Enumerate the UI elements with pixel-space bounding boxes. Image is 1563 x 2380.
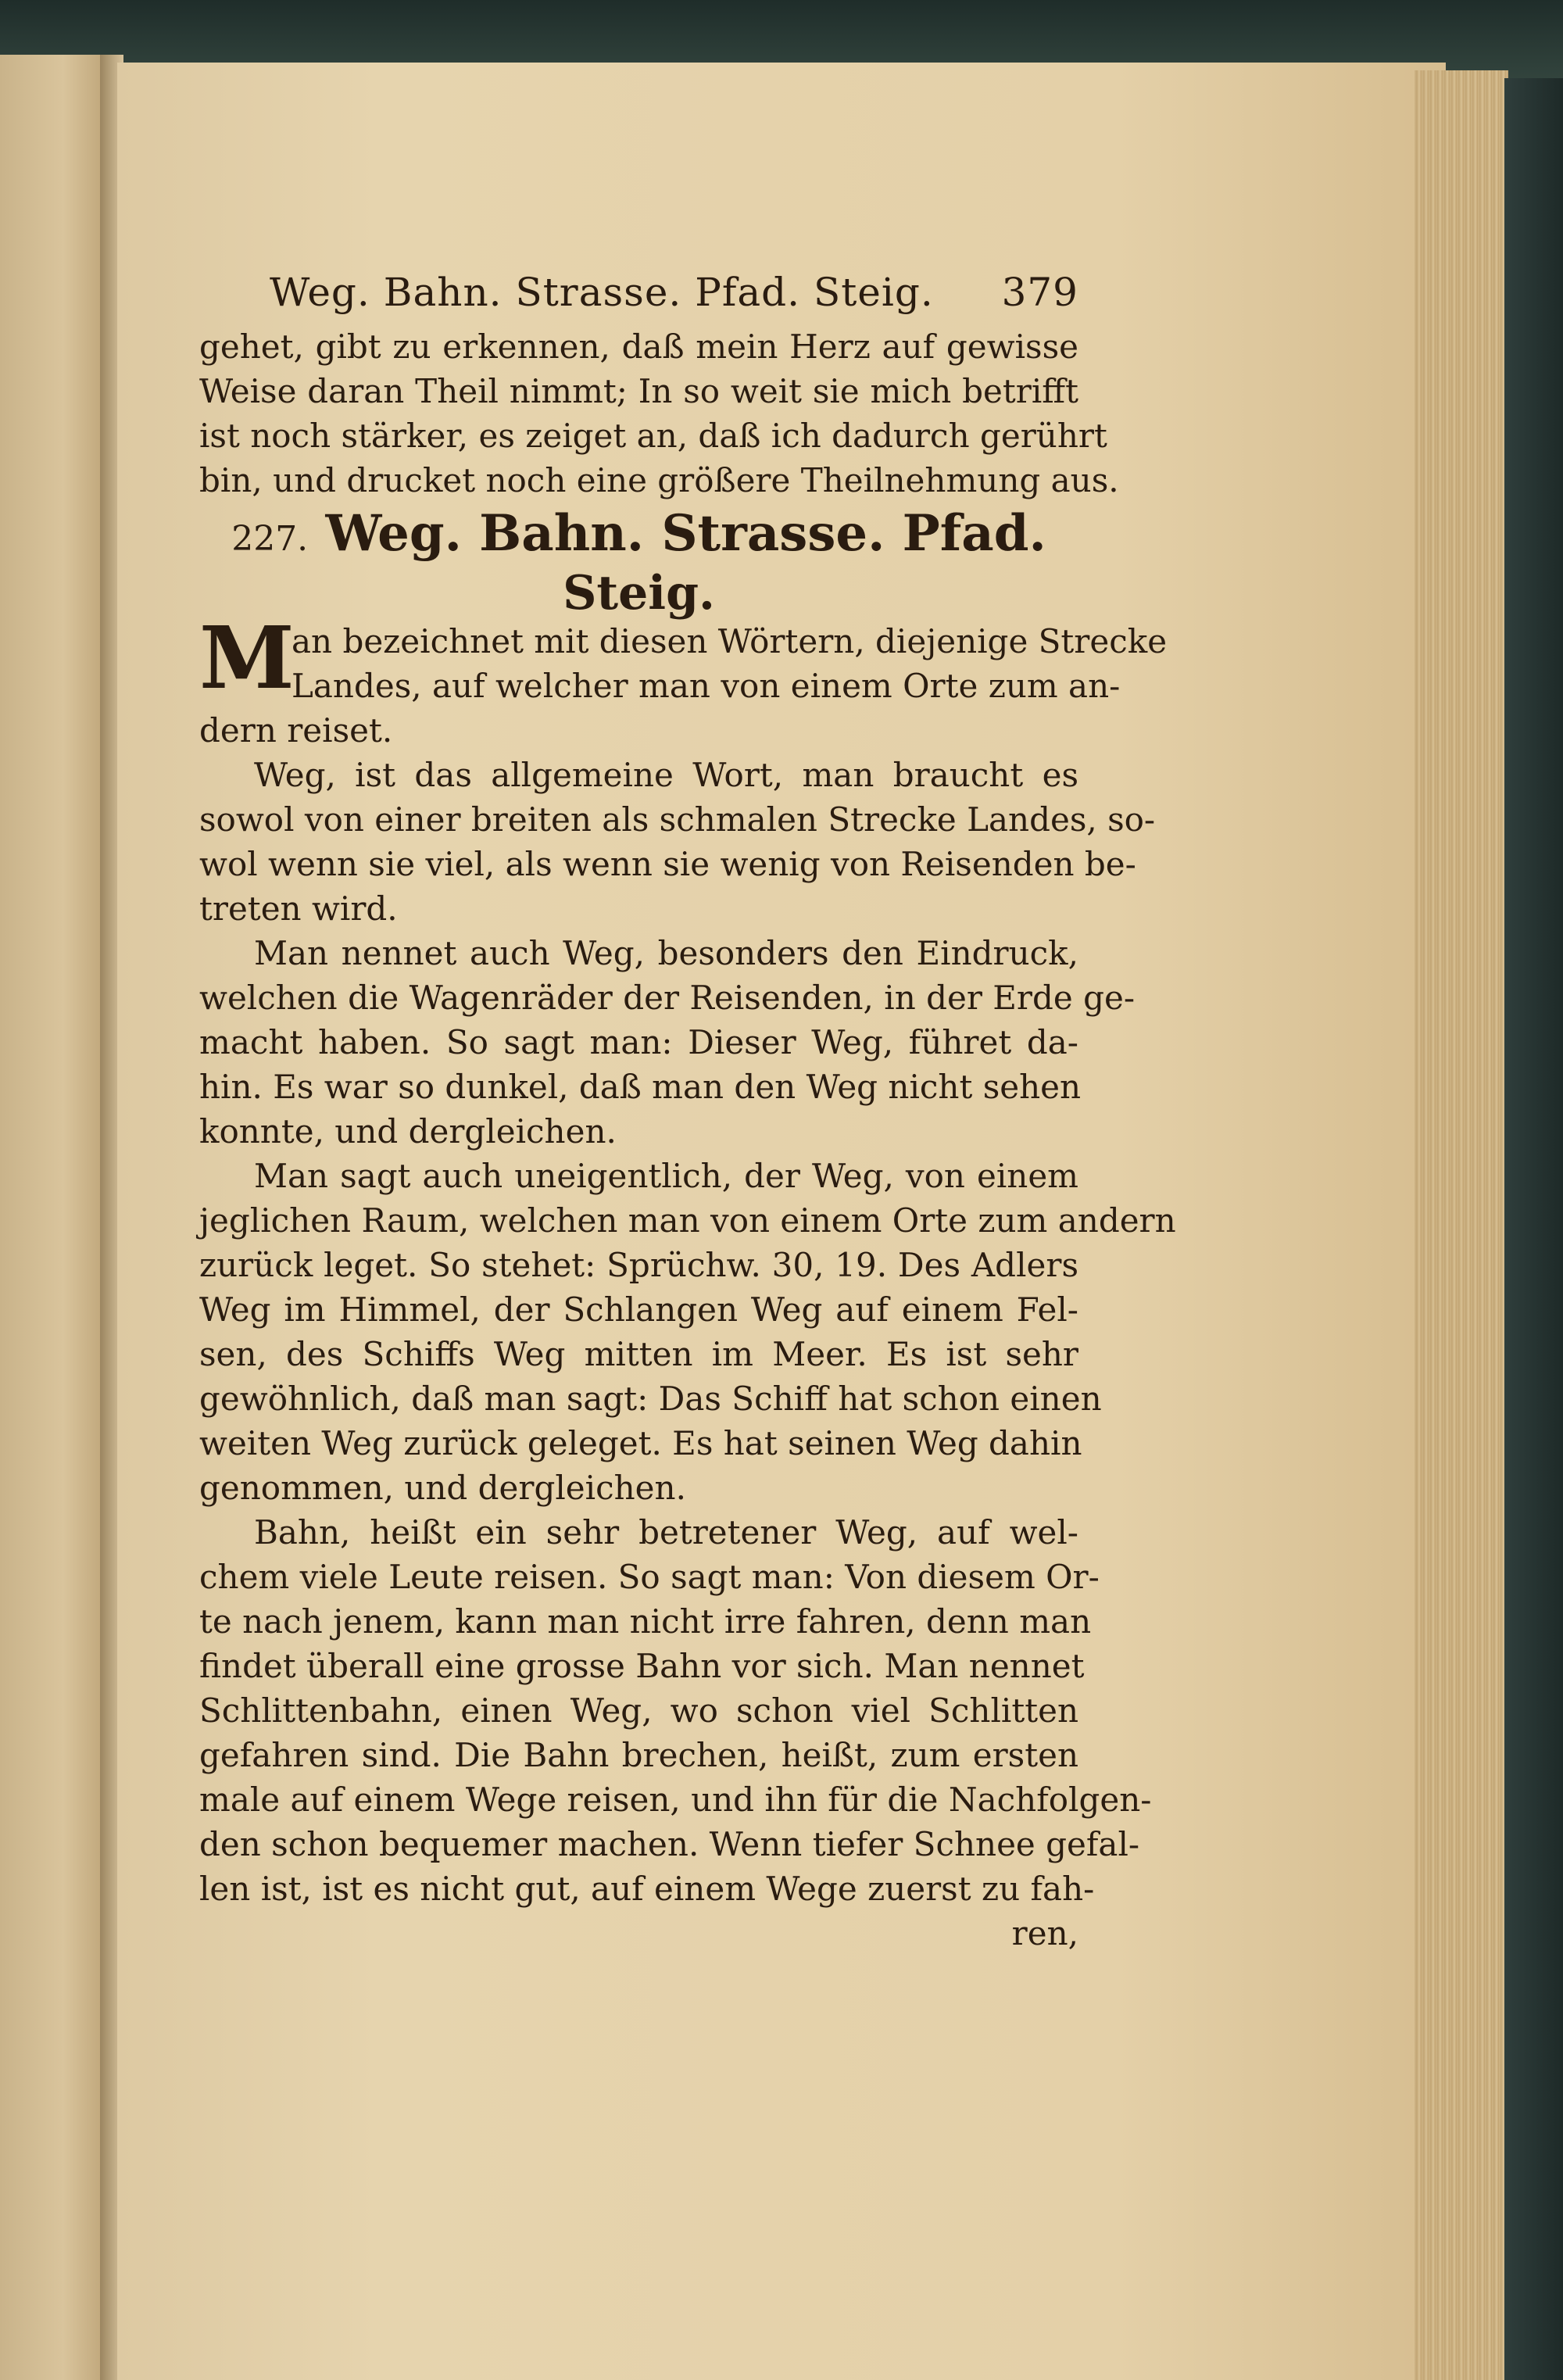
text-line: Landes, auf welcher man von einem Orte zum an-: [291, 667, 1121, 705]
page-fore-edge: [1415, 70, 1508, 2380]
text-line: Bahn, heißt ein sehr betretener Weg, auf wel-: [254, 1513, 1078, 1551]
text-line: Man nennet auch Weg, besonders den Eindruck,: [254, 934, 1078, 972]
paragraph-weg-uneigentlich: [199, 1154, 1176, 1510]
text-line: Weg im Himmel, der Schlangen Weg auf einem Fel-: [199, 1290, 1078, 1329]
entry-number: 227.: [231, 519, 309, 559]
text-line: weiten Weg zurück geleget. Es hat seinen Weg dahin: [199, 1424, 1082, 1462]
text-line: jeglichen Raum, welchen man von einem Orte zum andern: [199, 1201, 1176, 1240]
drop-cap: M: [199, 607, 295, 708]
intro-paragraph: [199, 324, 1119, 503]
text-line: ist noch stärker, es zeiget an, daß ich dadurch gerührt: [199, 417, 1107, 455]
paragraph-weg: [199, 753, 1156, 931]
text-line: Schlittenbahn, einen Weg, wo schon viel Schlitten: [199, 1691, 1078, 1730]
entry-title-line2: Steig.: [563, 566, 715, 621]
paragraph-weg-eindruck: [199, 931, 1136, 1154]
text-line: welchen die Wagenräder der Reisenden, in der Erde ge-: [199, 979, 1136, 1017]
entry-heading: [199, 506, 1078, 567]
text-line: findet überall eine grosse Bahn vor sich. Man nennet: [199, 1647, 1085, 1685]
running-head: [199, 262, 1078, 324]
text-line: hin. Es war so dunkel, daß man den Weg nicht sehen: [199, 1068, 1082, 1106]
text-line: treten wird.: [199, 889, 398, 928]
text-line: male auf einem Wege reisen, und ihn für die Nachfolgen-: [199, 1781, 1152, 1819]
text-line: den schon bequemer machen. Wenn tiefer Schnee gefal-: [199, 1825, 1140, 1863]
text-line: macht haben. So sagt man: Dieser Weg, führet da-: [199, 1023, 1078, 1061]
text-line: an bezeichnet mit diesen Wörtern, diejenige Strecke: [291, 622, 1168, 660]
text-line: Weise daran Theil nimmt; In so weit sie mich betrifft: [199, 372, 1078, 410]
text-line: Man sagt auch uneigentlich, der Weg, von einem: [254, 1157, 1078, 1195]
page-number: 379: [1001, 270, 1078, 315]
paragraph-bahn: [199, 1510, 1152, 1911]
text-line: konnte, und dergleichen.: [199, 1112, 617, 1151]
text-line: sowol von einer breiten als schmalen Strecke Landes, so-: [199, 800, 1156, 839]
text-line: len ist, ist es nicht gut, auf einem Wege zuerst zu fah-: [199, 1870, 1095, 1908]
text-line: bin, und drucket noch eine größere Theilnehmung aus.: [199, 461, 1119, 499]
text-line: zurück leget. So stehet: Sprüchw. 30, 19. Des Adlers: [199, 1246, 1078, 1284]
book-cover-edge: [1504, 78, 1563, 2380]
text-line: gehet, gibt zu erkennen, daß mein Herz auf gewisse: [199, 327, 1078, 366]
facing-page-edge: [0, 55, 106, 2380]
text-line: genommen, und dergleichen.: [199, 1469, 686, 1507]
text-line: chem viele Leute reisen. So sagt man: Von diesem Or-: [199, 1558, 1100, 1596]
text-line: Weg, ist das allgemeine Wort, man braucht es: [254, 756, 1078, 794]
text-line: gewöhnlich, daß man sagt: Das Schiff hat schon einen: [199, 1380, 1102, 1418]
text-line: te nach jenem, kann man nicht irre fahren, denn man: [199, 1602, 1092, 1641]
paragraph-definition: [199, 607, 1168, 753]
catchword: ren,: [1011, 1914, 1078, 1952]
running-head-title: Weg. Bahn. Strasse. Pfad. Steig.: [270, 270, 934, 315]
page-text: [199, 262, 1176, 1956]
text-line: sen, des Schiffs Weg mitten im Meer. Es ist sehr: [199, 1335, 1078, 1373]
entry-title-line1: Weg. Bahn. Strasse. Pfad.: [325, 504, 1046, 563]
text-line: gefahren sind. Die Bahn brechen, heißt, zum ersten: [199, 1736, 1078, 1774]
text-line: wol wenn sie viel, als wenn sie wenig von Reisenden be-: [199, 845, 1136, 883]
text-line: dern reiset.: [199, 711, 393, 750]
